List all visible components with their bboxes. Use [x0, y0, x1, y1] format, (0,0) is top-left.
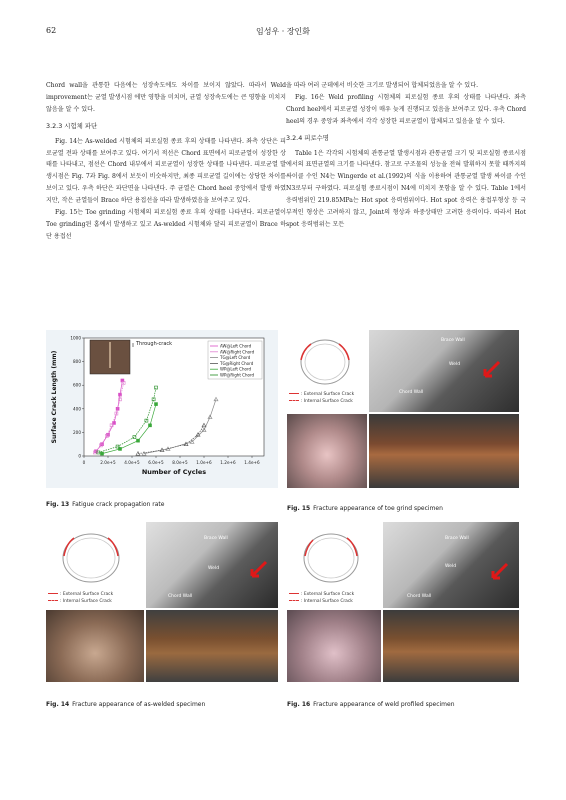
section-heading: 3.2.4 피로수명	[286, 133, 329, 142]
x-axis-label: Number of Cycles	[141, 468, 207, 476]
y-tick-label: 0	[78, 453, 81, 459]
crack-arrow-icon	[479, 360, 501, 382]
x-tick-label: 4.0e+5	[124, 460, 140, 465]
y-tick-label: 400	[73, 406, 81, 412]
label-chord-wall: Chord Wall	[399, 390, 424, 395]
weld-section-photo	[369, 330, 519, 412]
label-chord-wall: Chord Wall	[407, 594, 432, 599]
fig15-figure	[287, 330, 519, 488]
y-tick-label: 800	[73, 359, 81, 365]
legend-entry: WP@Right Chord	[220, 372, 255, 378]
caption-text: Fracture appearance of as-welded specimen	[72, 701, 206, 708]
fig13-chart	[46, 330, 278, 488]
paragraph: Fig. 15는 Toe grinding 시험체의 피로실험 종료 후의 상태를 나타낸다. 피로균열이 Toe grinding된 홈에서 발생하고 있고 As-welded 시험체와 달리 피로균열이 Brace 하단 용접선	[46, 209, 286, 240]
caption-text: Fatigue crack propagation rate	[72, 501, 165, 508]
paragraph: Table 1은 각각의 시험체의 관통균열 발생시점과 관통균열 크기 및 피로실험 종료시점에서의 표면균열의 크기를 나타낸다. 참고로 구조물의 성능을 전혀 발휘하지 못할 때까지의 싸이클 수인 N4는 Wingerde et al.(1992)의 식을 이용하여 관통균열 발생 싸이클 수인 N3로부터 구하였다. 피로실험 종료시점이 N4에 미치지 못함을 알 수 있다. Table 1에서 응력범위인 219.85MPa는 Hot spot 응력범위이다. Hot spot 응력은 용접부형상 등 국부적인 형상은 고려하지 않고, Joint의 형상과 하중상태만 고려한 응력이다. 따라서 Hot spot 응력범위는 모든	[286, 149, 526, 228]
left-column	[46, 80, 286, 243]
caption-number: Fig. 15	[287, 505, 311, 512]
specimen-photo-left	[287, 610, 381, 682]
y-axis-label: Surface Crack Length (mm)	[51, 350, 58, 444]
legend-entry: WP@Left Chord	[220, 366, 252, 372]
legend-external: : External Surface Crack	[60, 592, 114, 597]
fracture-surface-photo	[369, 414, 519, 488]
crack-outline-diagram	[287, 330, 367, 412]
specimen-photo-left	[46, 610, 144, 682]
right-column	[286, 80, 526, 231]
legend-entry: AW@Right Chord	[220, 349, 255, 355]
fig13-chart-panel	[46, 330, 278, 488]
inset-label: Through-crack	[136, 341, 173, 347]
legend-external: : External Surface Crack	[301, 592, 355, 597]
weld-section-photo	[146, 522, 278, 608]
paragraph: Fig. 16은 Weld profiling 시험체의 피로실험 종료 후의 상태를 나타낸다. 좌측 Chord heel에서 피로균열 성장이 매우 늦게 진행되고 있음을 보여주고 있다. 우측 Chord heel의 경우 중앙과 좌측에서 각각 성장한 피로균열이 합체되고 있음을 알 수 있다.	[286, 93, 526, 125]
x-tick-label: 6.0e+5	[148, 460, 164, 465]
caption-text: Fracture appearance of toe grind specimen	[313, 505, 443, 512]
y-tick-label: 600	[73, 382, 81, 388]
legend-internal: : Internal Surface Crack	[301, 599, 353, 604]
caption-number: Fig. 13	[46, 501, 70, 508]
x-tick-label: 0	[82, 460, 86, 465]
fig14-caption	[46, 701, 205, 708]
paragraph: Fig. 14는 As-welded 시험체의 피로실험 종료 후의 상태를 나타낸다. 좌측 상단은 피로균열 전파 상태를 보여주고 있다. 여기서 적선은 Chord 표면에서 피로균열이 성장한 상태를 나타내고, 점선은 Chord 내부에서 피로균열이 성장한 상태를 나타낸다. 피로균열 발생시점은 Fig. 7과 Fig. 8에서 보듯이 비슷하지만, 최종 피로균열 길이에는 상당한 차이를 보이고 있다. 우측 하단은 파단면을 나타낸다. 주 균열은 Chord heel 중앙에서 발생 하였지만, 작은 균열들이 Brace 하단 용접선을 따라 발생하였음을 보여주고 있다.	[46, 137, 286, 205]
legend-external: : External Surface Crack	[301, 392, 355, 397]
legend-entry: AW@Left Chord	[220, 343, 252, 349]
label-weld: Weld	[449, 362, 461, 367]
caption-text: Fracture appearance of weld profiled specimen	[313, 701, 455, 708]
y-tick-label: 200	[73, 429, 81, 435]
data-point	[137, 439, 140, 442]
fig16-figure	[287, 522, 519, 682]
running-header-authors: 임성우 · 장인화	[256, 27, 310, 36]
legend-entry: TG@Left Chord	[220, 355, 251, 361]
fracture-surface-photo	[383, 610, 519, 682]
x-tick-label: 2.0e+5	[100, 460, 116, 465]
data-point	[149, 424, 152, 427]
fracture-surface-photo	[146, 610, 278, 682]
label-weld: Weld	[445, 564, 457, 569]
data-point	[101, 452, 104, 455]
fig15-caption	[287, 505, 443, 512]
label-brace-wall: Brace Wall	[445, 536, 469, 541]
caption-number: Fig. 16	[287, 701, 311, 708]
section-heading: 3.2.3 시험체 파단	[46, 121, 98, 130]
page-number: 62	[46, 26, 57, 35]
fig16-caption	[287, 701, 455, 708]
x-tick-label: 1.0e+6	[196, 460, 212, 465]
label-brace-wall: Brace Wall	[204, 536, 228, 541]
paragraph: 을 따라 여러 군데에서 비슷한 크기로 발생되어 합체되었음을 알 수 있다.	[286, 82, 479, 89]
fig13-caption	[46, 501, 164, 508]
crack-arrow-icon	[246, 560, 268, 582]
x-tick-label: 8.0e+5	[172, 460, 188, 465]
crack-arrow-icon	[487, 562, 509, 584]
x-tick-label: 1.2e+6	[220, 460, 236, 465]
label-brace-wall: Brace Wall	[441, 338, 465, 343]
caption-number: Fig. 14	[46, 701, 70, 708]
x-tick-label: 1.4e+6	[244, 460, 260, 465]
y-tick-label: 1000	[70, 335, 81, 341]
paragraph: Chord wall을 관통한 다음에는 성장속도에도 차이를 보이지 않았다. 따라서 Weld improvement는 균열 발생시점 에만 영향을 미치며, 균열 성장속도에는 큰 영향을 미치지 않음을 알 수 있다.	[46, 82, 286, 113]
legend-internal: : Internal Surface Crack	[301, 399, 353, 404]
weld-section-photo	[383, 522, 519, 608]
crack-outline-diagram	[46, 522, 144, 608]
label-weld: Weld	[208, 566, 220, 571]
crack-outline-diagram	[287, 522, 381, 608]
fig14-figure	[46, 522, 278, 682]
specimen-photo-left	[287, 414, 367, 488]
legend-internal: : Internal Surface Crack	[60, 599, 112, 604]
label-chord-wall: Chord Wall	[168, 594, 193, 599]
legend-entry: TG@Right Chord	[220, 360, 254, 366]
data-point	[155, 403, 158, 406]
